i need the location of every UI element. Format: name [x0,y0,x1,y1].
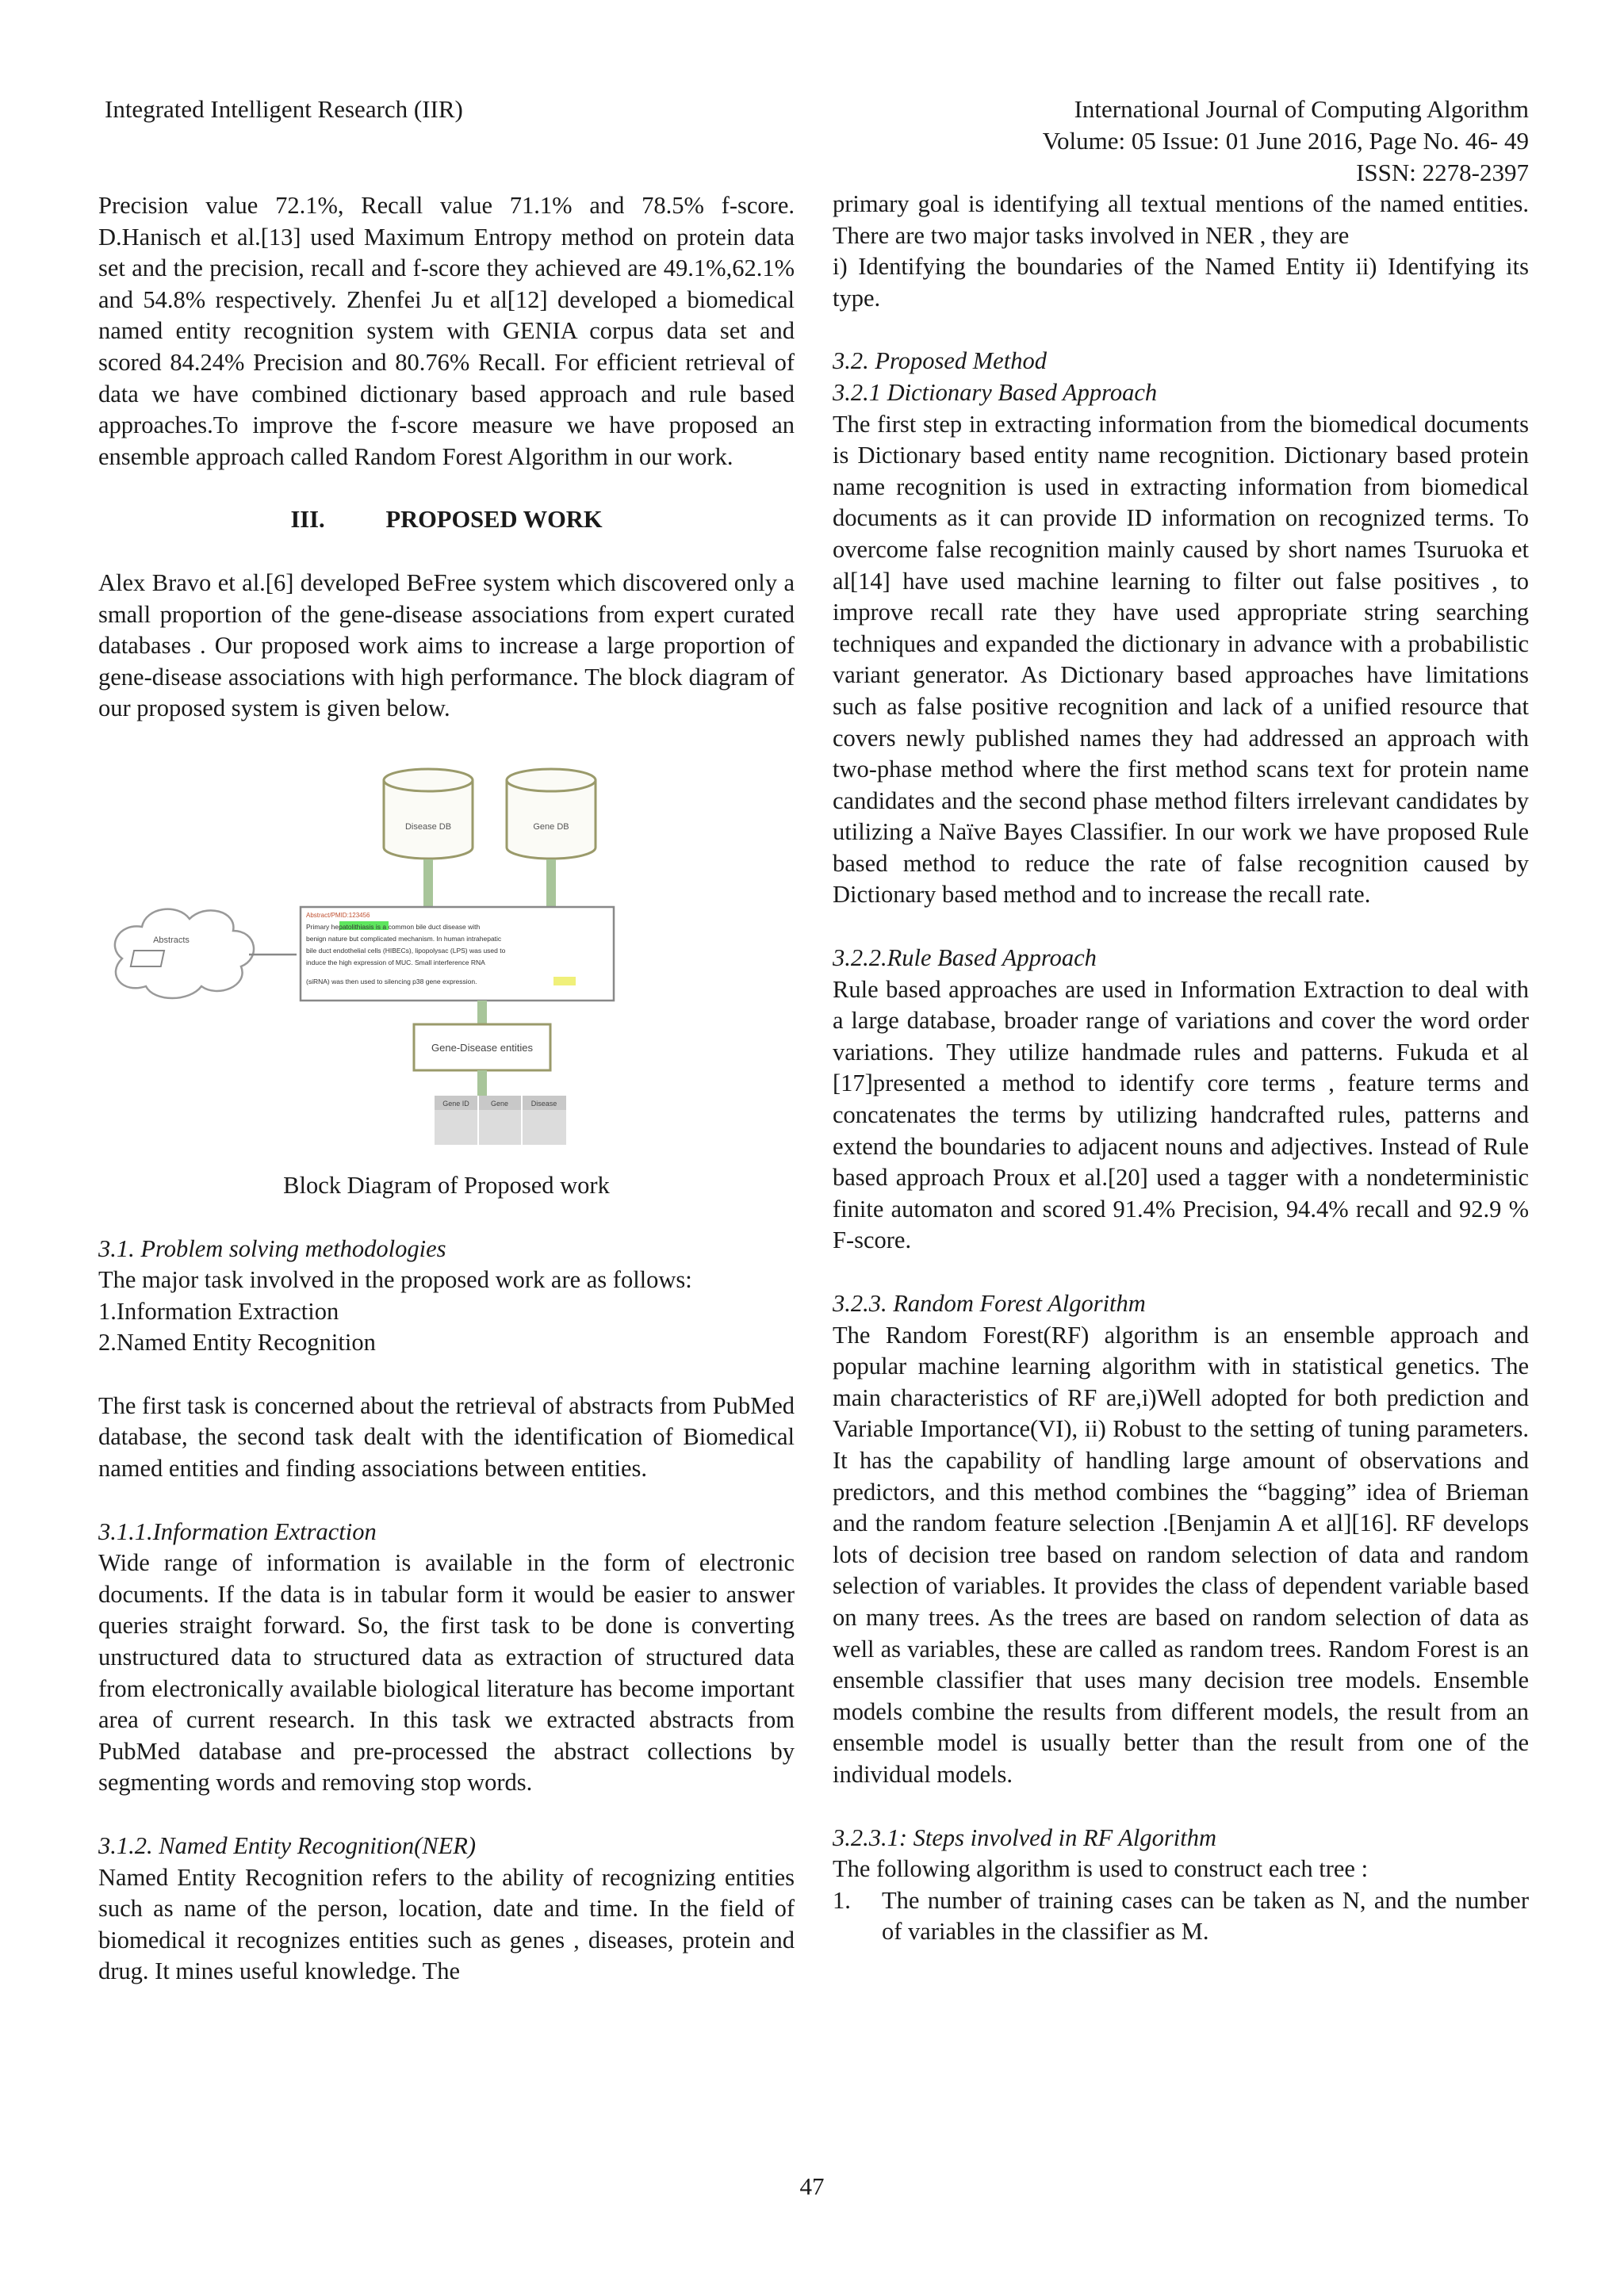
arrow-to-disease-db [423,859,433,907]
section-title: PROPOSED WORK [385,506,603,534]
disease-db-cylinder [384,769,473,859]
abstract-line-1: Primary hepatolithiasis is a common bile duct disease with [306,922,481,931]
abstract-title: Abstract/PMID:123456 [306,911,370,919]
heading-3-2-2: 3.2.2.Rule Based Approach [833,944,1097,972]
step-number: 1. [833,1886,851,1914]
proposed-paragraph: Alex Bravo et al.[6] developed BeFree system which discovered only a small proportion of the gene-disease associations from expert curated databases . Our proposed work aims to increase a large proportion of gene-disease associations with high performance. The block diagram of our proposed system is given below. [98,568,795,722]
abstract-line-4: induce the high expression of MUC. Small interference RNA [306,958,485,966]
ner-tasks-paragraph: i) Identifying the boundaries of the Named Entity ii) Identifying its type. [833,253,1529,312]
abstract-line-3: bile duct endothelial cells (HIBECs), lipopolysac (LPS) was used to [306,946,506,955]
abstracts-cloud [115,909,254,998]
abstract-line-2: benign nature but complicated mechanism. In human intrahepatic [306,934,502,943]
abstract-text-box [301,907,614,1001]
gene-disease-entities-box [414,1024,550,1070]
table-col-disease: Disease [530,1099,557,1108]
heading-3-1-1: 3.1.1.Information Extraction [98,1517,377,1545]
cloud-label: Abstracts [153,935,190,945]
abstract-line-5: (siRNA) was then used to silencing p38 gene expression. [306,977,477,985]
paragraph-3-2-2: Rule based approaches are used in Information Extraction to deal with a large database, broader range of variations and cover the word order variations. They utilize handmade rules and patterns. Fukuda et al [17]presented a method to identify core terms , feature terms and concatenates the terms by utilizing handcrafted rules, patterns and extend the boundaries to adjacent nouns and adjectives. Instead of Rule based approach Proux et al.[20] used a tagger with a nondeterministic finite automaton and scored 91.4% Precision, 94.4% recall and 92.9 % F-score. [833,975,1529,1254]
paragraph-3-1-1: Wide range of information is available in the form of electronic documents. If the data is in tabular form it would be easier to answer queries straight forward. So, the first task to be done is converting unstructured data to structured data as extraction of structured data from electronically available biological literature has become important area of current research. In this task we extracted abstracts from PubMed database and pre-processed the abstract collections by segmenting words and removing stop words. [98,1549,795,1797]
running-header-right [1043,94,1529,189]
list-item: 2.Named Entity Recognition [98,1329,376,1357]
highlight-gene [553,977,576,985]
running-header-left: Integrated Intelligent Research (IIR) [105,95,463,123]
disease-db-label: Disease DB [404,821,452,832]
heading-3-2-3-1: 3.2.3.1: Steps involved in RF Algorithm [833,1823,1216,1851]
journal-volume: Volume: 05 Issue: 01 June 2016, Page No. 46- 49 [1042,127,1529,155]
heading-3-2-3: 3.2.3. Random Forest Algorithm [833,1290,1146,1317]
heading-3-2-1: 3.2.1 Dictionary Based Approach [833,378,1158,406]
gene-db-cylinder [507,769,596,859]
heading-3-2: 3.2. Proposed Method [833,347,1047,375]
ner-continued-paragraph: primary goal is identifying all textual mentions of the named entities. There are two major tasks involved in NER , they are [833,190,1529,249]
paragraph-3-1-2: Named Entity Recognition refers to the ability of recognizing entities such as name of the person, location, date and time. In the field of biomedical it recognizes entities such as genes , diseases, protein and drug. It mines useful knowledge. The [98,1863,795,1985]
arrow-to-entities [477,1001,487,1024]
section-heading [98,504,795,536]
block-diagram-figure [98,764,795,1153]
journal-issn: ISSN: 2278-2397 [1356,159,1529,186]
entities-label: Gene-Disease entities [431,1041,533,1054]
tasks-paragraph: The first task is concerned about the retrieval of abstracts from PubMed database, the second task dealt with the identification of Biomedical named entities and finding associations between entities. [98,1391,795,1483]
paragraph-3-2-3: The Random Forest(RF) algorithm is an ensemble approach and popular machine learning algorithm with in statistical genetics. The main characteristics of RF are,i)Well adopted for both prediction and Variable Importance(VI), ii) Robust to the setting of tuning parameters. It has the capability of handling large amount of observations and predictors, and this method combines the “bagging” idea of Brieman and the random feature selection .[Benjamin A et al][16]. RF develops lots of decision tree based on random selection of data and random selection of variables. It provides the class of dependent variable based on many trees. As the trees are based on random selection of data as well as variables, these are called as random trees. Random Forest is an ensemble classifier that uses many decision tree models. Ensemble models combine the results from different models, the result from an ensemble model is usually better than the result from one of the individual models. [833,1321,1529,1788]
step-text: The number of training cases can be taken as N, and the number of variables in the classifier as M. [882,1886,1529,1946]
table-col-gene-id: Gene ID [442,1099,469,1108]
document-shape [131,951,164,966]
right-column [833,189,1529,1948]
block-diagram [98,764,795,1153]
list-item: 1.Information Extraction [98,1297,339,1325]
paragraph-3-2-1: The first step in extracting information from the biomedical documents is Dictionary based entity name recognition. Dictionary based protein name recognition is used in extracting information from biomedical documents as it can provide ID information on recognized terms. To overcome false recognition mainly caused by short names Tsuruoka et al[14] have used machine learning to filter out false positives , to improve recall rate they have used appropriate string searching techniques and expanded the dictionary in advance with a probabilistic variant generator. As Dictionary based approaches have limitations such as false positive recognition and lack of a unified resource that covers newly published names they had addressed an approach with two-phase method where the first method scans text for protein name candidates and the second phase method filters irrelevant candidates by utilizing a Naïve Bayes Classifier. In our work we have proposed Rule based method to reduce the rate of false recognition caused by Dictionary based method and to increase the recall rate. [833,410,1529,909]
table-col-gene: Gene [490,1099,509,1108]
section-number: III. [290,506,325,534]
arrow-to-gene-db [546,859,556,907]
figure-caption: Block Diagram of Proposed work [283,1171,610,1199]
page-number: 47 [799,2172,825,2200]
output-table [435,1096,566,1145]
left-column [98,190,795,1988]
gene-db-label: Gene DB [533,821,569,832]
journal-title: International Journal of Computing Algorithm [1074,95,1529,123]
paragraph-3-1: The major task involved in the proposed work are as follows: [98,1266,692,1294]
list-item [833,1885,1529,1948]
arrow-to-table [477,1070,487,1096]
heading-3-1-2: 3.1.2. Named Entity Recognition(NER) [98,1832,477,1859]
paragraph-3-2-3-1: The following algorithm is used to construct each tree : [833,1855,1369,1883]
heading-3-1: 3.1. Problem solving methodologies [98,1234,446,1262]
intro-paragraph: Precision value 72.1%, Recall value 71.1% and 78.5% f-score. D.Hanisch et al.[13] used Maximum Entropy method on protein data set and the precision, recall and f-score they achieved are 49.1%,62.1% and 54.8% respectively. Zhenfei Ju et al[12] developed a biomedical named entity recognition system with GENIA corpus data set and scored 84.24% Precision and 80.76% Recall. For efficient retrieval of data we have combined dictionary based approach and rule based approaches.To improve the f-score measure we have proposed an ensemble approach called Random Forest Algorithm in our work. [98,192,795,470]
